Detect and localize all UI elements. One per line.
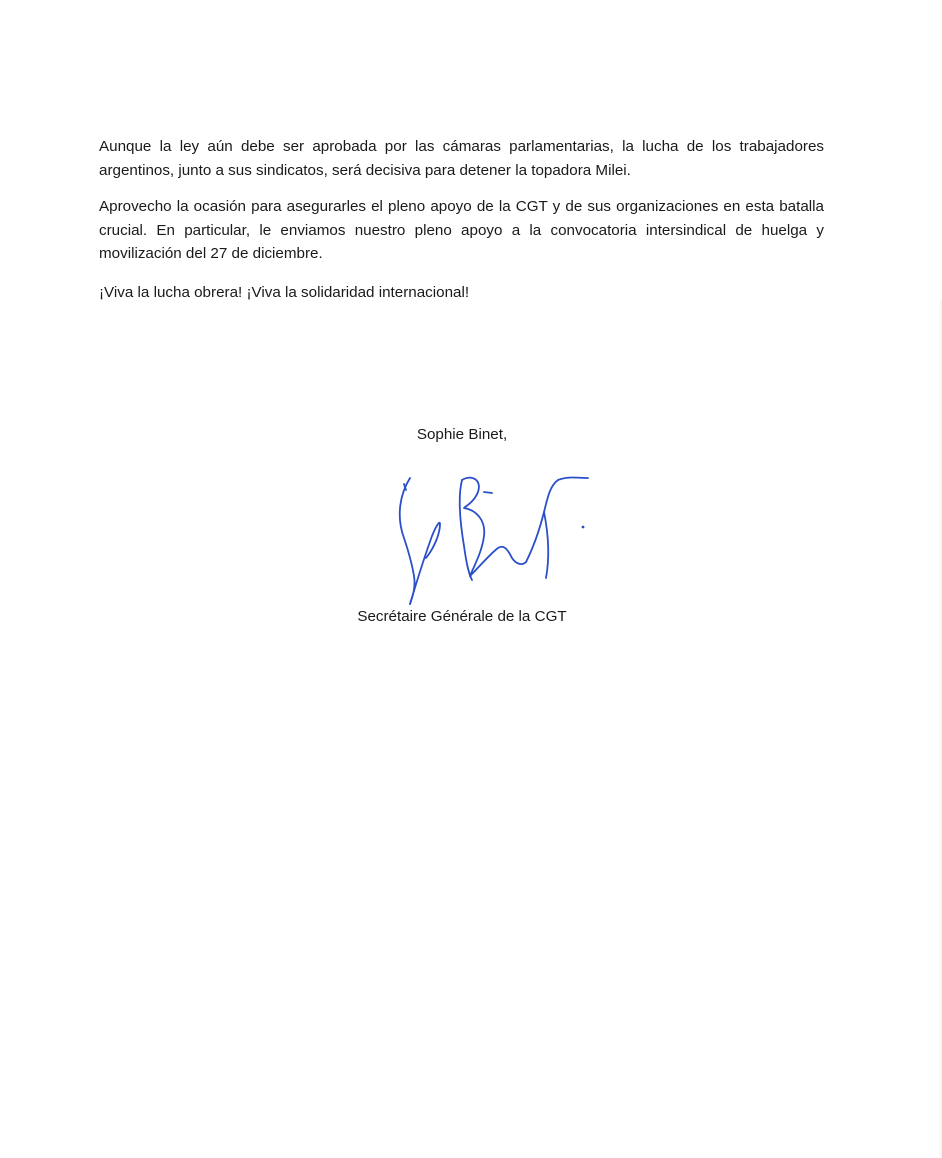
- signatory-name: Sophie Binet,: [416, 426, 508, 443]
- letter-paragraph: Aprovecho la ocasión para asegurarles el pleno apoyo de la CGT y de sus organizaciones en esta batalla crucial. En particular, le enviamos nuestro pleno apoyo a la convocatoria intersindical de huelga y movilización del 27 de diciembre.: [99, 198, 824, 262]
- letter-paragraph: Aunque la ley aún debe ser aprobada por las cámaras parlamentarias, la lucha de los trabajadores argentinos, junto a sus sindicatos, será decisiva para detener la topadora Milei.: [99, 138, 824, 179]
- handwritten-signature: [390, 466, 600, 606]
- closing-slogan: ¡Viva la lucha obrera! ¡Viva la solidaridad internacional!: [99, 284, 470, 301]
- signatory-title: Secrétaire Générale de la CGT: [357, 608, 567, 625]
